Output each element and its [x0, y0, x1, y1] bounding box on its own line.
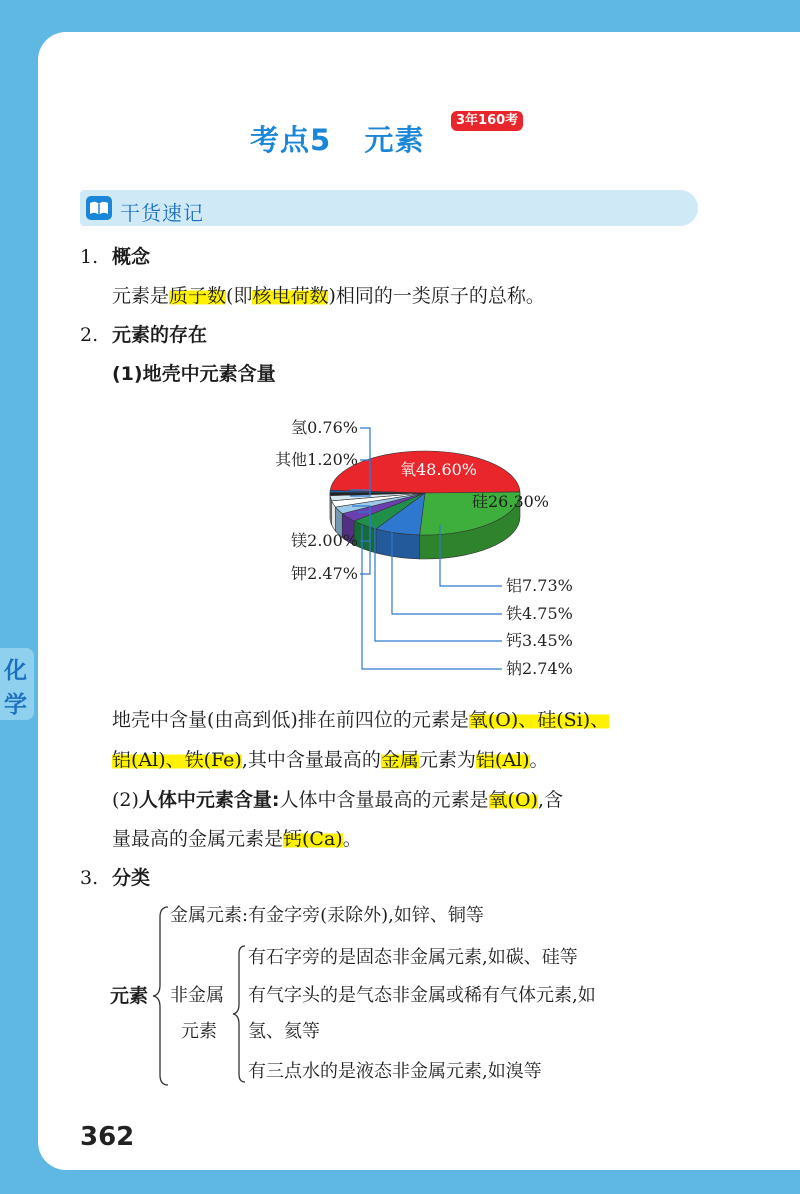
s2-sub2-text-1: 人体中含量最高的元素是 [279, 789, 489, 811]
s1-text-1: 元素是 [112, 285, 170, 307]
pie-label-铝: 铝7.73% [506, 576, 573, 595]
outer-brace [150, 905, 174, 1087]
s2-sub2-heading: 人体中元素含量: [138, 789, 280, 811]
book-icon [86, 196, 112, 220]
s2-sub2-text-3: 量最高的金属元素是 [112, 828, 284, 850]
s2-sub2-highlight-1: 氧(O) [488, 789, 538, 811]
inner-brace [230, 944, 250, 1084]
s2-para1-highlight-2: 铝(Al)、铁(Fe) [112, 749, 242, 771]
s3-number: 3. [80, 867, 99, 889]
s3-heading: 分类 [112, 867, 151, 889]
page-title: 考点5 元素 [250, 123, 425, 157]
s1-highlight-1: 质子数 [169, 285, 227, 307]
s2-para1-highlight-4: 铝(Al) [475, 749, 530, 771]
s2-para1-highlight-1: 氧(O)、硅(Si)、 [468, 709, 610, 731]
s2-number: 2. [80, 324, 99, 346]
s2-sub1-heading: (1)地壳中元素含量 [112, 363, 276, 385]
s2-sub2-text-2: ,含 [537, 789, 563, 811]
page-bottom-band [0, 1170, 800, 1194]
s2-sub2-number: (2) [112, 789, 139, 811]
pie-label-钾: 钾2.47% [291, 564, 358, 583]
s2-para1-text-2: ,其中含量最高的 [241, 749, 381, 771]
s3-nonmetal-item-2-line2: 氢、氦等 [248, 1021, 320, 1042]
s2-sub2-line1 [112, 787, 563, 813]
side-tab-char-2: 学 [4, 692, 27, 718]
s2-para1-line1 [112, 707, 609, 733]
pie-label-氧: 氧48.60% [400, 460, 478, 479]
pie-label-其他: 其他1.20% [275, 450, 358, 469]
side-tab-char-1: 化 [4, 658, 27, 684]
s1-highlight-2: 核电荷数 [252, 285, 329, 307]
page-number: 362 [80, 1122, 135, 1152]
s3-nonmetal-label-2: 元素 [181, 1021, 217, 1042]
section-bar-label: 干货速记 [120, 201, 204, 225]
subject-side-tab [0, 648, 34, 720]
s1-text-3: )相同的一类原子的总称。 [328, 285, 545, 307]
s2-para1-text-4: 。 [529, 749, 549, 771]
s3-nonmetal-item-1: 有石字旁的是固态非金属元素,如碳、硅等 [248, 947, 578, 968]
s2-sub2-text-4: 。 [342, 828, 362, 850]
s1-paragraph [112, 283, 545, 309]
pie-label-钙: 钙3.45% [506, 631, 573, 650]
s3-nonmetal-item-2-line1: 有气字头的是气态非金属或稀有气体元素,如 [248, 985, 596, 1006]
exam-frequency-badge: 3年160考 [451, 111, 523, 131]
s1-heading: 概念 [112, 246, 151, 268]
pie-label-氢: 氢0.76% [291, 418, 358, 437]
s2-para1-text-3: 元素为 [418, 749, 476, 771]
s2-para1-highlight-3: 金属 [380, 749, 419, 771]
s1-text-2: (即 [226, 285, 253, 307]
pie-label-硅: 硅26.30% [472, 492, 550, 511]
s2-sub2-line2 [112, 826, 362, 852]
s2-para1-text-1: 地壳中含量(由高到低)排在前四位的元素是 [112, 709, 469, 731]
pie-label-铁: 铁4.75% [506, 604, 573, 623]
s2-sub2-highlight-2: 钙(Ca) [283, 828, 343, 850]
s3-root-label: 元素 [110, 985, 149, 1007]
pie-label-钠: 钠2.74% [506, 659, 573, 678]
s3-nonmetal-label-1: 非金属 [170, 985, 224, 1006]
crust-element-pie-chart [230, 408, 600, 683]
s3-metal-line: 金属元素:有金字旁(汞除外),如锌、铜等 [170, 905, 484, 926]
s3-nonmetal-item-3: 有三点水的是液态非金属元素,如溴等 [248, 1061, 542, 1082]
s1-number: 1. [80, 246, 99, 268]
pie-label-镁: 镁2.00% [291, 531, 358, 550]
s2-para1-line2 [112, 747, 549, 773]
pie-chart-svg [230, 408, 600, 683]
s2-heading: 元素的存在 [112, 324, 208, 346]
